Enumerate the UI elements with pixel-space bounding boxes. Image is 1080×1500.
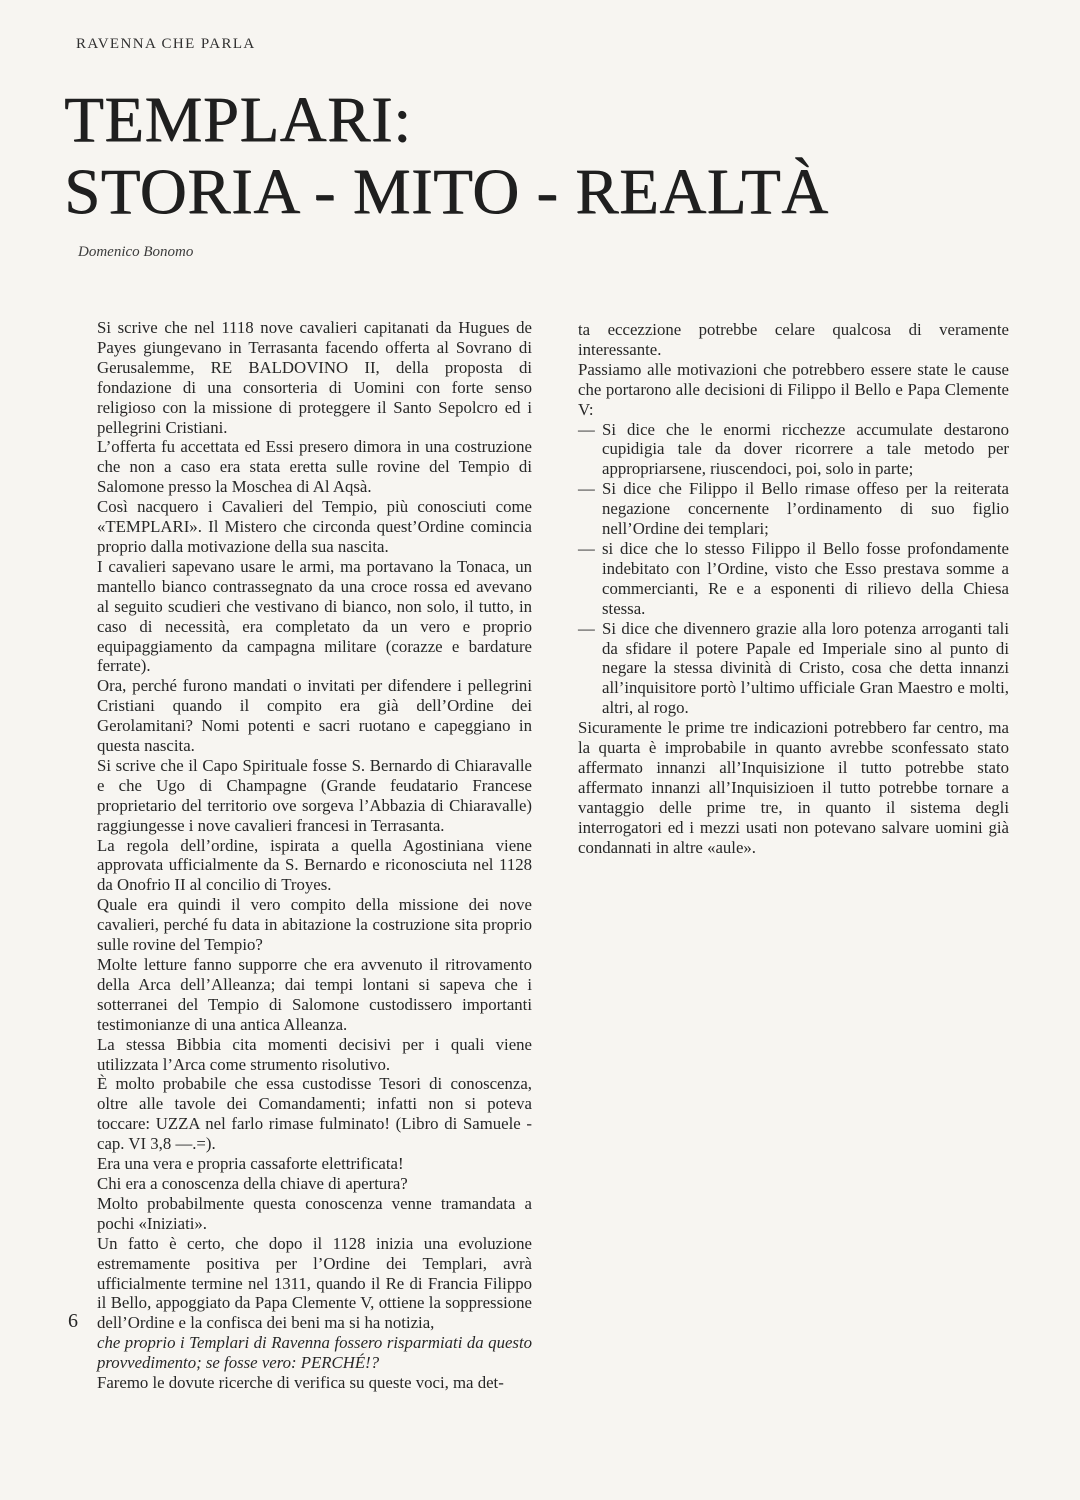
paragraph: Si scrive che il Capo Spirituale fosse S. Bernardo di Chiaravalle e che Ugo di Champagne (Grande feudatario Francese proprietario del territorio ove sorgeva l’Abbazia di Chiaravalle) raggiungesse i nove cavalieri francesi in Terrasanta. — [97, 755, 532, 835]
paragraph: Così nacquero i Cavalieri del Tempio, più conosciuti come «TEMPLARI». Il Mistero che circonda quest’Ordine comincia proprio dalla motivazione della sua nascita. — [97, 497, 532, 556]
list-item: — Si dice che le enormi ricchezze accumulate destarono cupidigia tale da dover ricorrere a tale metodo per appropriarsene, riuscendoci, poi, solo in parte; — [578, 420, 1009, 480]
section-header: RAVENNA CHE PARLA — [76, 36, 256, 52]
list-item: — Si dice che divennero grazie alla loro potenza arroganti tali da sfidare il potere Papale ed Imperiale sino al punto di negare la stessa divinità di Cristo, cosa che detta innanzi all’inquisitore portò l’ultimo ufficiale Gran Maestro e molti, altri, al rogo. — [578, 619, 1009, 719]
list-item: — Si dice che Filippo il Bello rimase offeso per la reiterata negazione concernente l’ordinamento di suo figlio nell’Ordine dei templari; — [578, 479, 1009, 539]
paragraph: Si scrive che nel 1118 nove cavalieri capitanati da Hugues de Payes giungevano in Terrasanta facendo offerta al Sovrano di Gerusalemme, RE BALDOVINO II, della proposta di fondazione di una consorteria di Uomini con forte senso religioso con la missione di proteggere il Santo Sepolcro ed i pellegrini Cristiani. — [97, 318, 532, 437]
author-byline: Domenico Bonomo — [78, 244, 194, 260]
paragraph: ta eccezzione potrebbe celare qualcosa di veramente interessante. — [578, 320, 1009, 359]
paragraph: L’offerta fu accettata ed Essi presero dimora in una costruzione che non a caso era stata eretta sulle rovine del Tempio di Salomone presso la Moschea di Al Aqsà. — [97, 437, 532, 497]
paragraph: Passiamo alle motivazioni che potrebbero essere state le cause che portarono alle decisioni di Filippo il Bello e Papa Clemente V: — [578, 359, 1009, 419]
paragraph: Sicuramente le prime tre indicazioni potrebbero far centro, ma la quarta è improbabile in quanto avrebbe sconfessato stato affermato innanzi all’Inquisizione il tutto potrebbe stato affermato innanzi all’Inquisizioen il tutto potrebbe tornare a vantaggio delle prime tre, in quanto il sistema degli interrogatori ed i mezzi usati non potevano salvare uomini già condannati in altre «aule». — [578, 718, 1009, 857]
italic-paragraph: che proprio i Templari di Ravenna fossero risparmiati da questo provvedimento; se fosse vero: PERCHÉ!? — [97, 1333, 532, 1373]
paragraph-continued: Faremo le dovute ricerche di verifica su queste voci, ma det- — [97, 1373, 504, 1393]
paragraph: I cavalieri sapevano usare le armi, ma portavano la Tonaca, un mantello bianco contrassegnato da una croce rossa ed avevano al seguito scudieri che vestivano di bianco, non solo, il tutto, in caso di necessità, era completato da un vero e proprio equipaggiamento da campagna militare (corazze e bardature ferrate). — [97, 556, 532, 676]
article-title — [64, 84, 829, 228]
paragraph: La regola dell’ordine, ispirata a quella Agostiniana viene approvata ufficialmente da S. Bernardo e riconosciuta nel 1128 da Onofrio II al concilio di Troyes. — [97, 835, 532, 895]
page-number: 6 — [68, 1310, 78, 1332]
paragraph: Un fatto è certo, che dopo il 1128 inizia una evoluzione estremamente positiva per l’Ordine dei Templari, avrà ufficialmente termine nel 1311, quando il Re di Francia Filippo il Bello, appoggiato da Papa Clemente V, ottiene la soppressione dell’Ordine e la confisca dei beni ma si ha notizia, — [97, 1233, 532, 1333]
article-title-line-1: TEMPLARI: — [64, 84, 412, 156]
paragraph: Molto probabilmente questa conoscenza venne tramandata a pochi «Iniziati». — [97, 1193, 532, 1233]
paragraph: Molte letture fanno supporre che era avvenuto il ritrovamento della Arca dell’Alleanza; dai tempi lontani si sapeva che i sotterranei del Tempio di Salomone custodissero importanti testimonianze di una antica Alleanza. — [97, 955, 532, 1034]
paragraph: Ora, perché furono mandati o invitati per difendere i pellegrini Cristiani quando il compito era già dell’Ordine dei Gerolamitani? Nomi potenti e sacri ruotano e capeggiano in questa nascita. — [97, 676, 532, 756]
left-column — [97, 318, 532, 1393]
paragraph: Era una vera e propria cassaforte elettrificata! — [97, 1154, 404, 1174]
paragraph: La stessa Bibbia cita momenti decisivi per i quali viene utilizzata l’Arca come strumento risolutivo. — [97, 1034, 532, 1074]
motivations-list — [578, 420, 1009, 719]
right-column — [578, 320, 1009, 857]
paragraph: È molto probabile che essa custodisse Tesori di conoscenza, oltre alle tavole dei Comandamenti; infatti non si poteva toccare: UZZA nel farlo rimase fulminato! (Libro di Samuele - cap. VI 3,8 —.=). — [97, 1074, 532, 1154]
article-title-line-2: STORIA - MITO - REALTÀ — [64, 156, 829, 228]
paragraph: Quale era quindi il vero compito della missione dei nove cavalieri, perché fu data in abitazione la costruzione sita proprio sulle rovine del Tempio? — [97, 895, 532, 955]
paragraph: Chi era a conoscenza della chiave di apertura? — [97, 1173, 408, 1193]
list-item: — si dice che lo stesso Filippo il Bello fosse profondamente indebitato con l’Ordine, visto che Esso prestava somme a commercianti, Re e a esponenti di rilievo della Chiesa stessa. — [578, 539, 1009, 619]
